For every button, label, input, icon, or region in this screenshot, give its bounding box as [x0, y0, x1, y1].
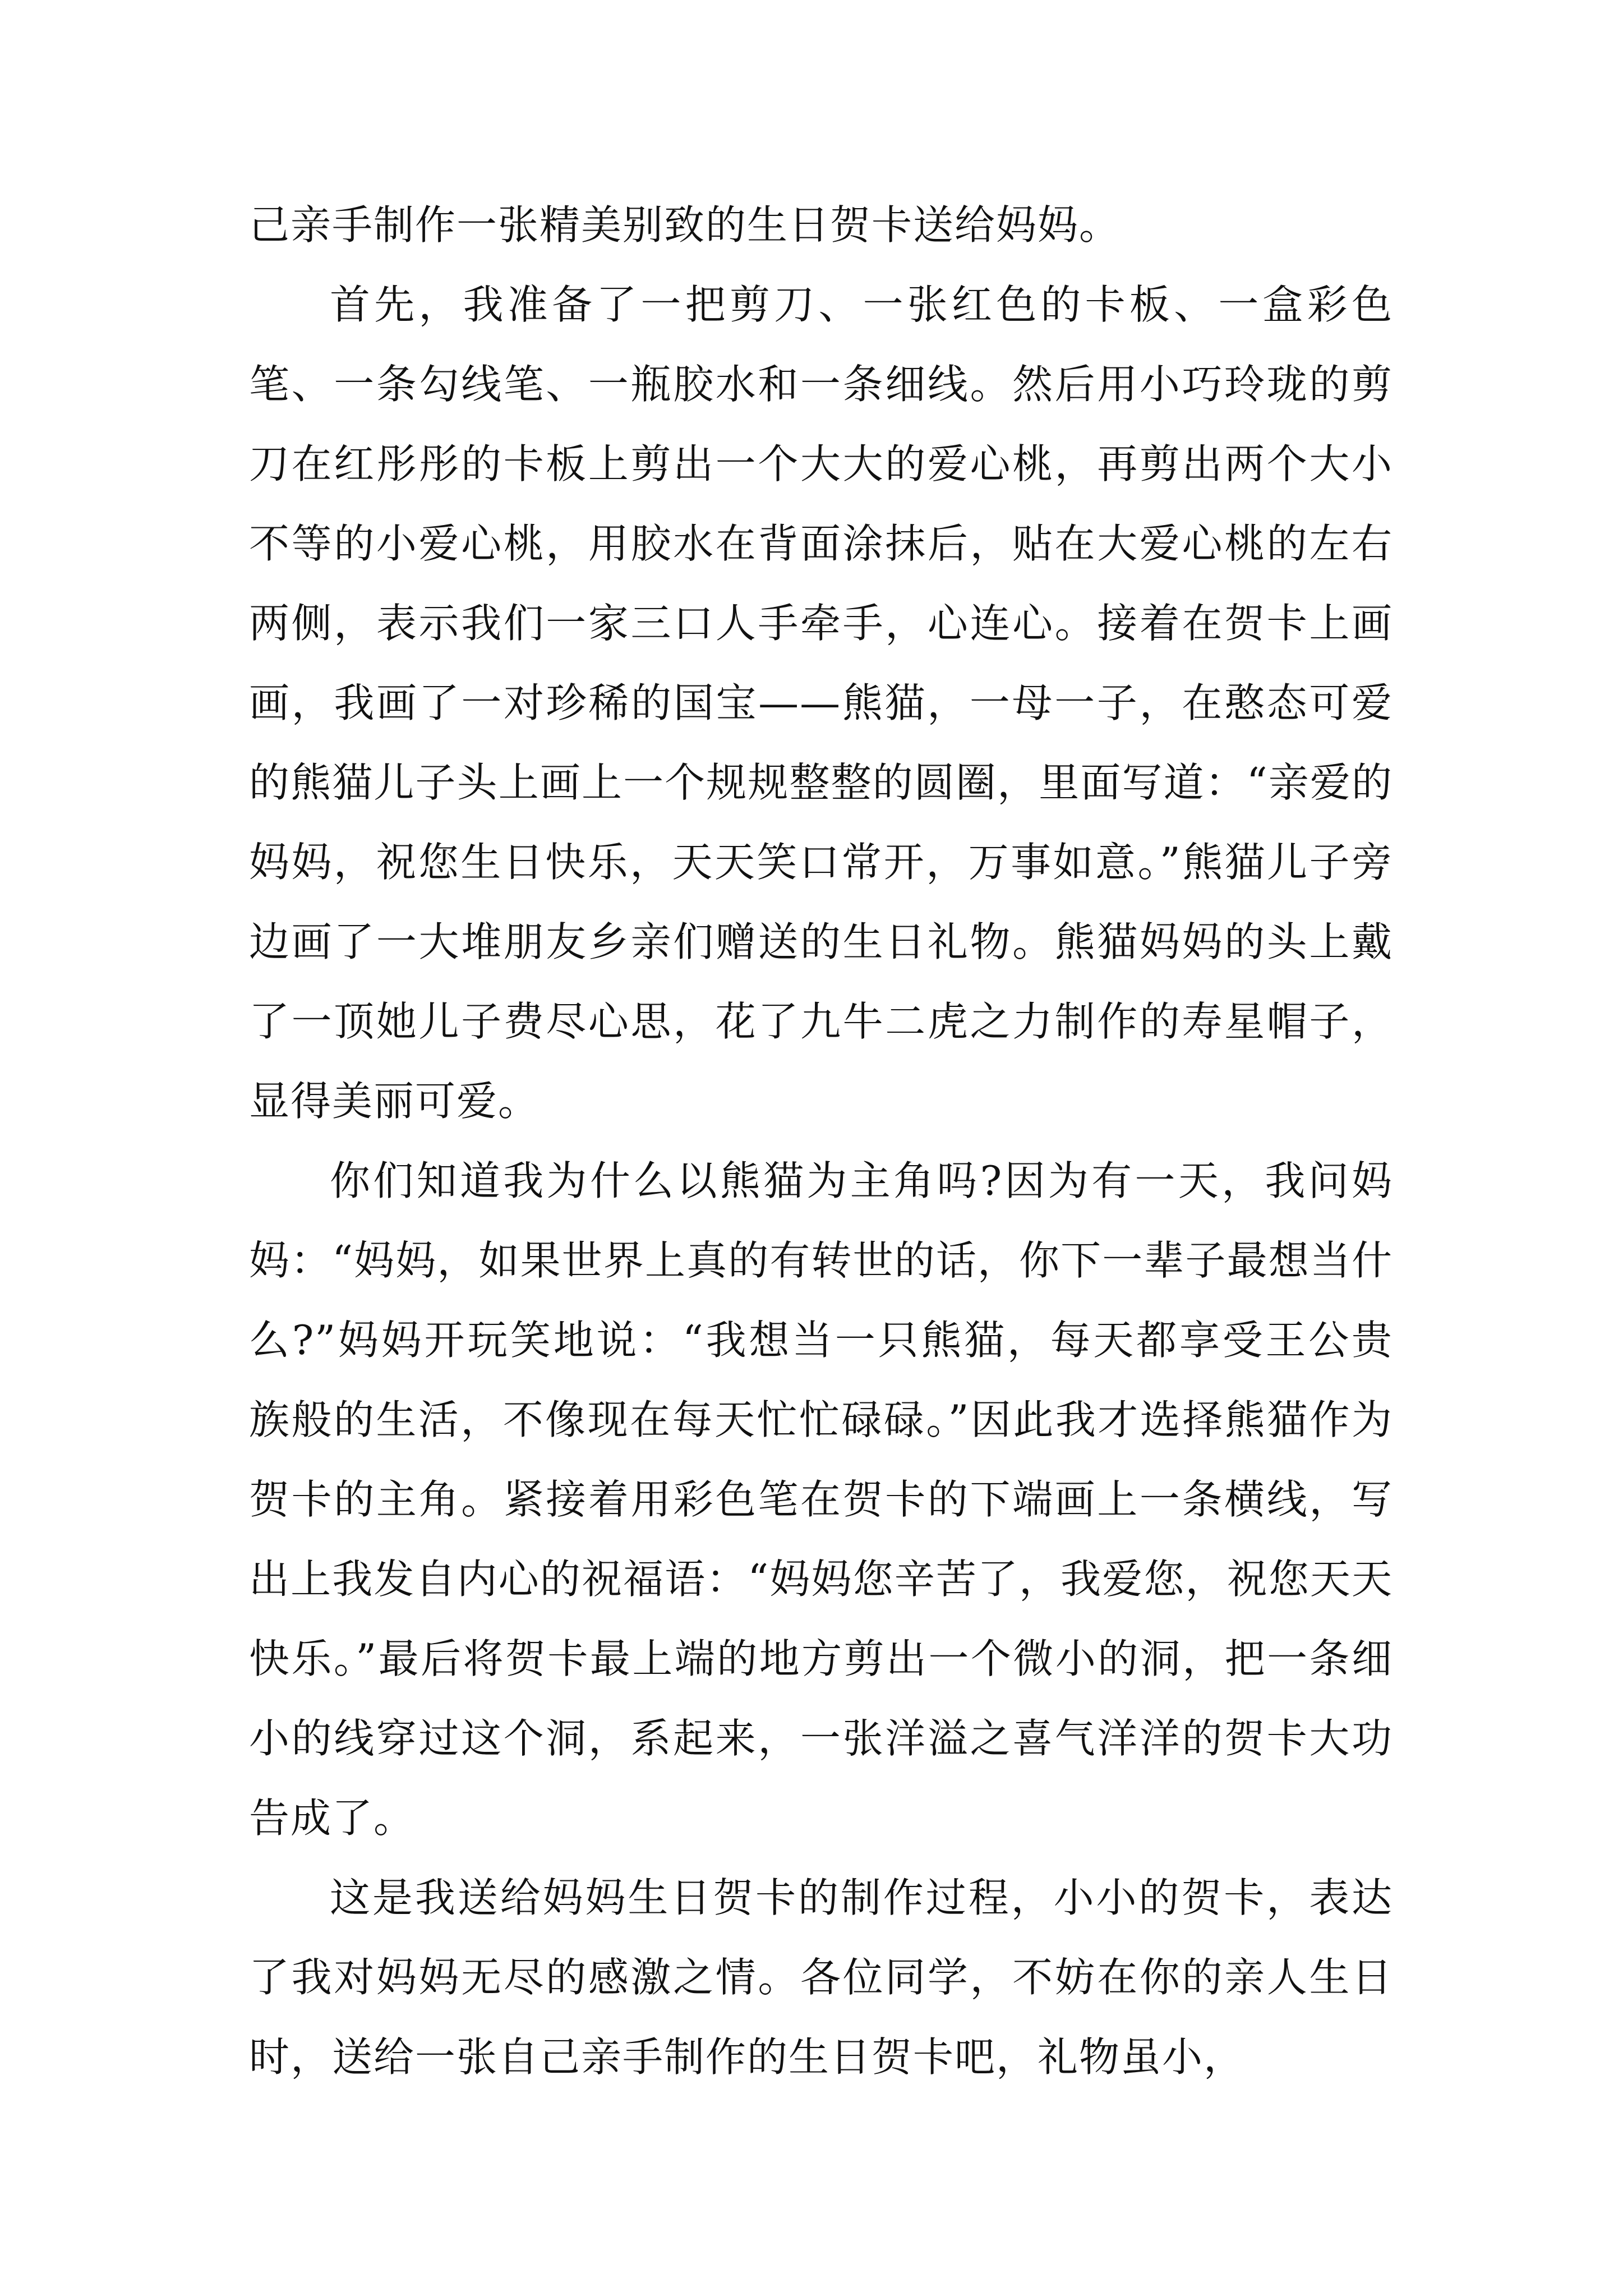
paragraph-3: 你们知道我为什么以熊猫为主角吗?因为有一天，我问妈妈：“妈妈，如果世界上真的有转世的话，你下一辈子最想当什么?”妈妈开玩笑地说：“我想当一只熊猫，每天都享受王公贵族般的生活，不像现在每天忙忙碌碌。”因此我才选择熊猫作为贺卡的主角。紧接着用彩色笔在贺卡的下端画上一条横线，写出上我发自内心的祝福语：“妈妈您辛苦了，我爱您，祝您天天快乐。”最后将贺卡最上端的地方剪出一个微小的洞，把一条细小的线穿过这个洞，系起来，一张洋溢之喜气洋洋的贺卡大功告成了。 [249, 1157, 1393, 1842]
paragraph-2: 首先，我准备了一把剪刀、一张红色的卡板、一盒彩色笔、一条勾线笔、一瓶胶水和一条细线。然后用小巧玲珑的剪刀在红彤彤的卡板上剪出一个大大的爱心桃，再剪出两个大小不等的小爱心桃，用胶水在背面涂抹后，贴在大爱心桃的左右两侧，表示我们一家三口人手牵手，心连心。接着在贺卡上画画，我画了一对珍稀的国宝——熊猫，一母一子，在憨态可爱的熊猫儿子头上画上一个规规整整的圆圈，里面写道：“亲爱的妈妈，祝您生日快乐，天天笑口常开，万事如意。”熊猫儿子旁边画了一大堆朋友乡亲们赠送的生日礼物。熊猫妈妈的头上戴了一顶她儿子费尽心思，花了九牛二虎之力制作的寿星帽子，显得美丽可爱。 [249, 281, 1393, 1125]
paragraph-1: 己亲手制作一张精美别致的生日贺卡送给妈妈。 [249, 201, 1121, 249]
paragraph-4: 这是我送给妈妈生日贺卡的制作过程，小小的贺卡，表达了我对妈妈无尽的感激之情。各位同学，不妨在你的亲人生日时，送给一张自己亲手制作的生日贺卡吧，礼物虽小， [249, 1874, 1393, 2081]
document-body [249, 185, 1393, 2097]
